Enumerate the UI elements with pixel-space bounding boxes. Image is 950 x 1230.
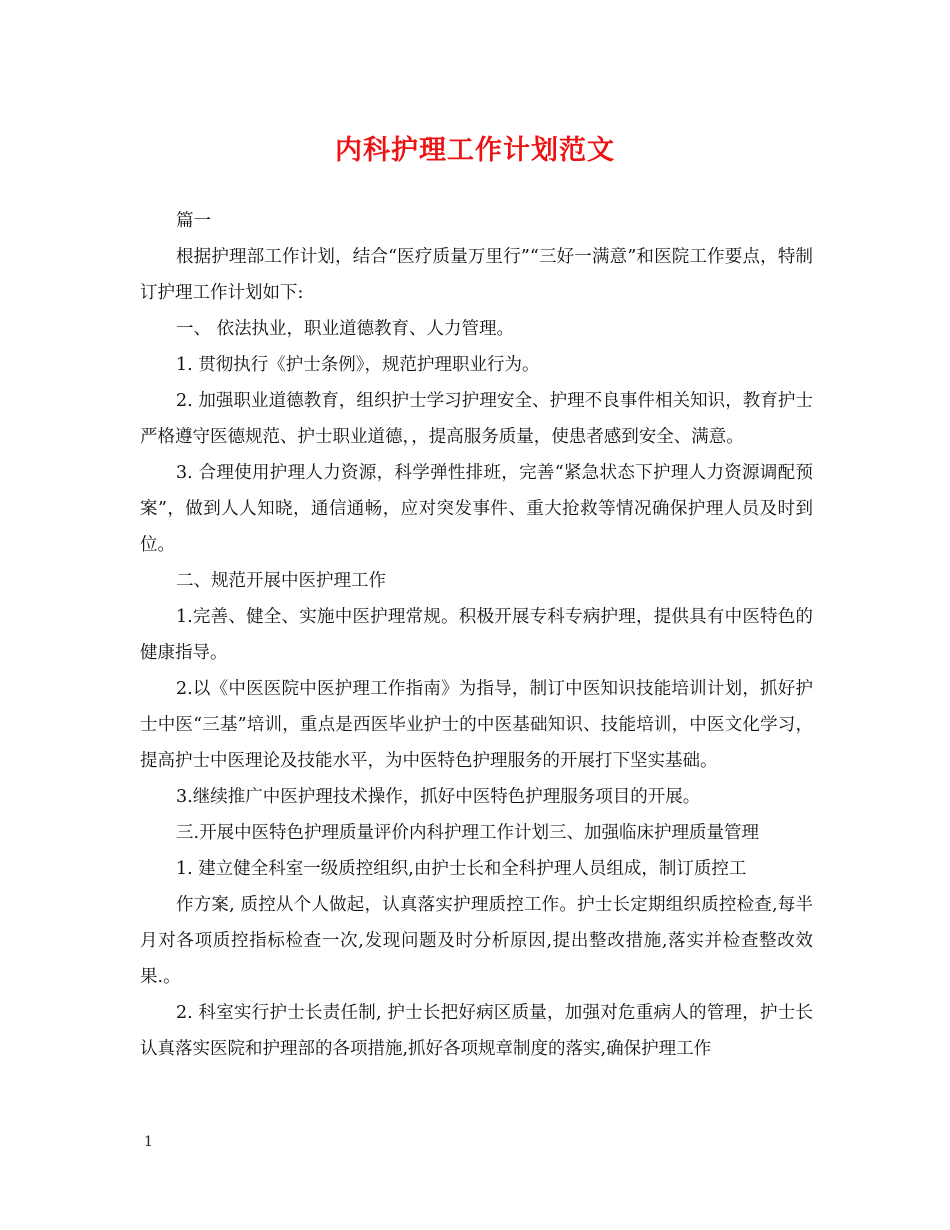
- document-body: [140, 203, 813, 1067]
- paragraph-item: 2. 加强职业道德教育，组织护士学习护理安全、护理不良事件相关知识，教育护士严格遵守医德规范、护士职业道德，，提高服务质量，使患者感到安全、满意。: [140, 391, 813, 447]
- paragraph-heading-2: 二、规范开展中医护理工作: [176, 571, 386, 591]
- document-title: 内科护理工作计划范文: [335, 135, 615, 166]
- paragraph-section-label: 篇一: [176, 211, 211, 231]
- paragraph-item: 1. 贯彻执行《护士条例》，规范护理职业行为。: [176, 355, 540, 375]
- paragraph-item: 1.完善、健全、实施中医护理常规。积极开展专科专病护理，提供具有中医特色的健康指导。: [140, 607, 813, 663]
- paragraph-item: 2. 科室实行护士长责任制, 护士长把好病区质量，加强对危重病人的管理，护士长认真落实医院和护理部的各项措施,抓好各项规章制度的落实,确保护理工作: [140, 1003, 813, 1059]
- page-number: 1: [144, 1134, 153, 1150]
- paragraph-item: 2.以《中医医院中医护理工作指南》为指导，制订中医知识技能培训计划，抓好护士中医“三基”培训，重点是西医毕业护士的中医基础知识、技能培训，中医文化学习，提高护士中医理论及技能水平，为中医特色护理服务的开展打下坚实基础。: [140, 679, 813, 771]
- paragraph-item: 3.继续推广中医护理技术操作，抓好中医特色护理服务项目的开展。: [176, 787, 701, 807]
- paragraph-item: 1. 建立健全科室一级质控组织,由护士长和全科护理人员组成，制订质控工: [176, 859, 747, 879]
- paragraph-heading-3: 三.开展中医特色护理质量评价内科护理工作计划三、加强临床护理质量管理: [176, 823, 760, 843]
- paragraph-item-continued: 作方案, 质控从个人做起，认真落实护理质控工作。护士长定期组织质控检查,每半月对各项质控指标检查一次,发现问题及时分析原因,提出整改措施,落实并检查整改效果.。: [140, 895, 813, 987]
- paragraph-item: 3. 合理使用护理人力资源，科学弹性排班，完善“紧急状态下护理人力资源调配预案”，做到人人知晓，通信通畅，应对突发事件、重大抢救等情况确保护理人员及时到位。: [140, 463, 813, 555]
- paragraph-intro: 根据护理部工作计划，结合“医疗质量万里行”“三好一满意”和医院工作要点，特制订护理工作计划如下:: [140, 247, 813, 303]
- paragraph-heading-1: 一、 依法执业，职业道德教育、人力管理。: [176, 319, 515, 339]
